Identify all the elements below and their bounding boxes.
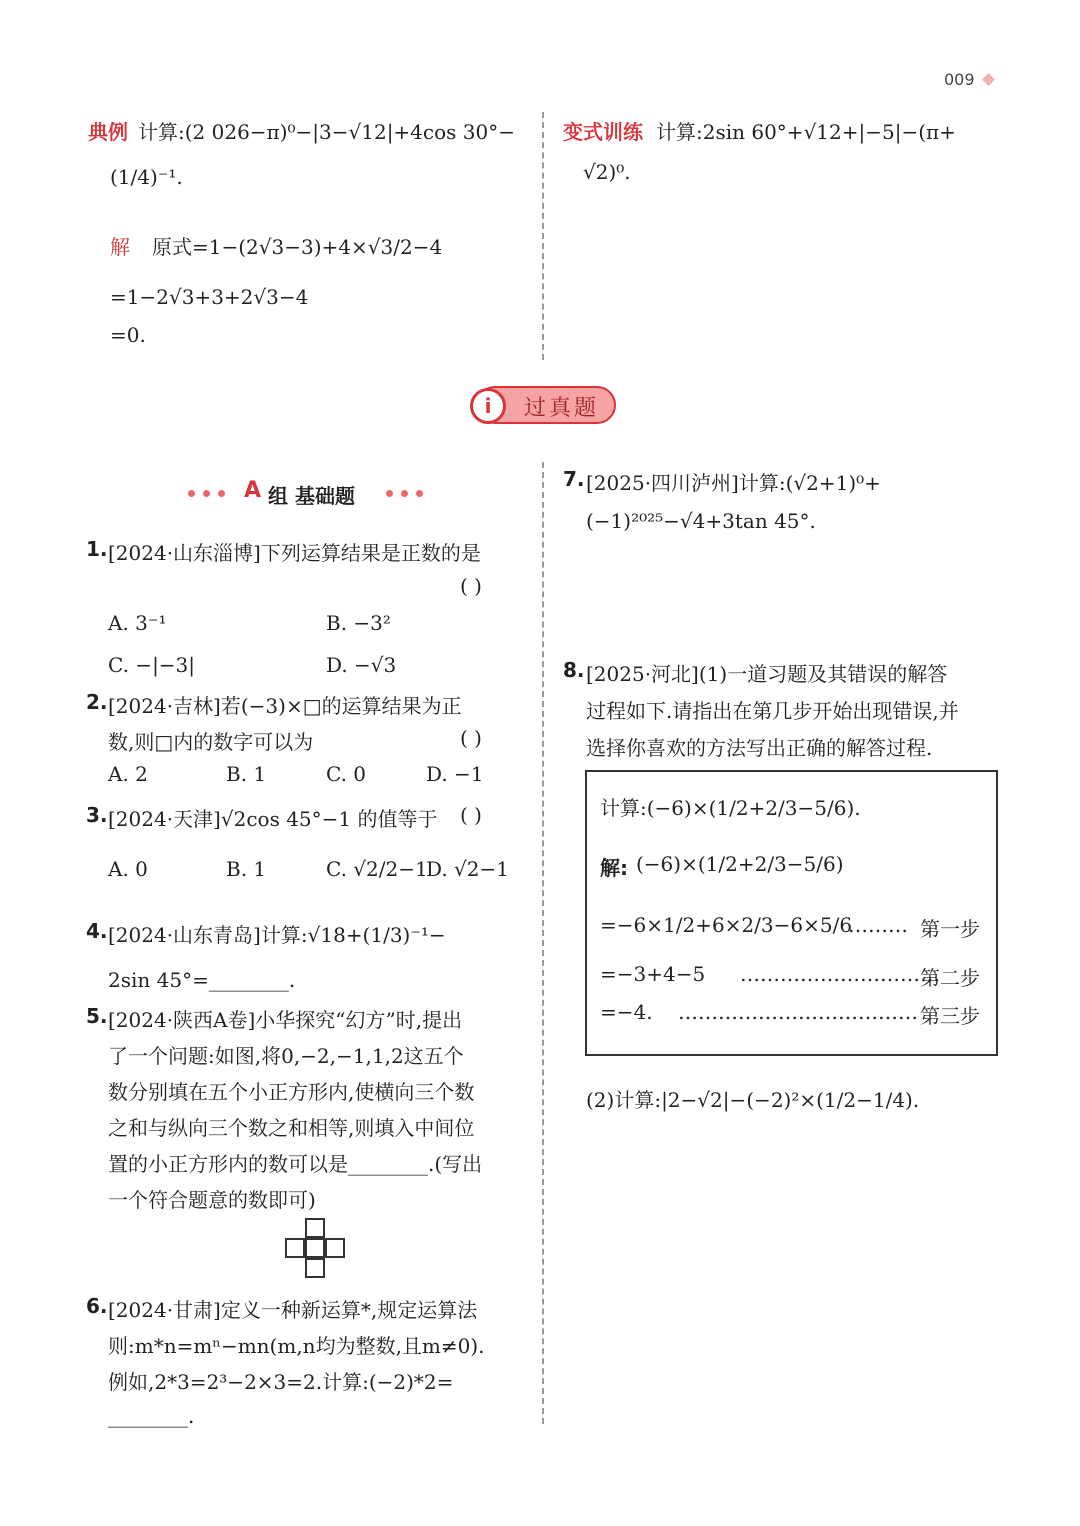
q2-option-c: C. 0 [326, 762, 367, 786]
q7-line2: (−1)²⁰²⁵−√4+3tan 45°. [586, 509, 816, 533]
group-letter: A [244, 478, 262, 503]
example-label: 典例 [88, 120, 128, 144]
q8-line2: 过程如下.请指出在第几步开始出现错误,并 [586, 699, 959, 723]
group-dot-icon [188, 490, 195, 497]
q6-number: 6. [86, 1294, 108, 1318]
group-dot-icon [386, 490, 393, 497]
variant-line2: √2)⁰. [583, 160, 631, 184]
q4-text-line1: [2024·山东青岛]计算:√18+(1/3)⁻¹− [108, 923, 446, 947]
solution-line1: 原式=1−(2√3−3)+4×√3/2−4 [152, 235, 443, 259]
q5-line3: 数分别填在五个小正方形内,使横向三个数 [108, 1080, 475, 1104]
q8-box-line3-dots: ……… [848, 913, 908, 937]
q6-line3: 例如,2*3=2³−2×3=2.计算:(−2)*2= [108, 1370, 454, 1394]
q1-option-b: B. −3² [326, 611, 391, 635]
q1-answer-paren: ( ) [460, 574, 482, 598]
q8-box-line5: =−4. [600, 1000, 653, 1024]
q8-box-step1: 第一步 [920, 917, 980, 941]
page-marker-icon [982, 73, 995, 86]
q8-line3: 选择你喜欢的方法写出正确的解答过程. [586, 736, 933, 760]
solution-line2: =1−2√3+3+2√3−4 [110, 285, 309, 309]
q2-number: 2. [86, 690, 108, 714]
info-icon: i [470, 388, 506, 424]
q2-text-line1: [2024·吉林]若(−3)×□的运算结果为正 [108, 694, 462, 718]
q8-box-line3: =−6×1/2+6×2/3−6×5/6 [600, 913, 853, 937]
q3-option-c: C. √2/2−1 [326, 857, 428, 881]
q1-number: 1. [86, 537, 108, 561]
q3-text: [2024·天津]√2cos 45°−1 的值等于 [108, 807, 438, 831]
q7-number: 7. [563, 467, 585, 491]
q8-box-solution-label: 解: [600, 856, 628, 880]
column-divider-bottom [542, 462, 544, 1424]
q8-box-line4: =−3+4−5 [600, 962, 706, 986]
magic-square-figure [285, 1218, 345, 1278]
q8-box-problem: 计算:(−6)×(1/2+2/3−5/6). [600, 796, 861, 820]
q8-box-step2: 第二步 [920, 966, 980, 990]
q8-box-line2: (−6)×(1/2+2/3−5/6) [636, 852, 844, 876]
q1-option-a: A. 3⁻¹ [108, 611, 167, 635]
q8-box-line5-dots: ……………………………… [678, 1000, 918, 1024]
q2-option-b: B. 1 [226, 762, 267, 786]
q3-option-d: D. √2−1 [426, 857, 509, 881]
figure-cell-bottom [305, 1258, 325, 1278]
q6-line1: [2024·甘肃]定义一种新运算*,规定运算法 [108, 1298, 478, 1322]
q5-line2: 了一个问题:如图,将0,−2,−1,1,2这五个 [108, 1044, 464, 1068]
example-line1: 计算:(2 026−π)⁰−|3−√12|+4cos 30°− [138, 120, 515, 144]
group-dot-icon [416, 490, 423, 497]
q2-answer-paren: ( ) [460, 726, 482, 750]
group-dot-icon [401, 490, 408, 497]
q7-line1: [2025·四川泸州]计算:(√2+1)⁰+ [586, 471, 881, 495]
q5-line5: 置的小正方形内的数可以是________.(写出 [108, 1152, 483, 1176]
q5-number: 5. [86, 1004, 108, 1028]
q4-text-line2: 2sin 45°=________. [108, 968, 296, 992]
q5-line4: 之和与纵向三个数之和相等,则填入中间位 [108, 1116, 475, 1140]
group-dot-icon [203, 490, 210, 497]
group-dot-icon [218, 490, 225, 497]
q8-box-line4-dots: ………………………… [740, 962, 940, 986]
section-title: 过真题 [524, 396, 600, 421]
figure-cell-left [285, 1238, 305, 1258]
q8-box-step3: 第三步 [920, 1004, 980, 1028]
q2-option-a: A. 2 [108, 762, 148, 786]
q6-line4: ________. [108, 1404, 195, 1428]
q3-option-a: A. 0 [108, 857, 148, 881]
q2-text-line2: 数,则□内的数字可以为 [108, 730, 314, 754]
q8-part2: (2)计算:|2−√2|−(−2)²×(1/2−1/4). [586, 1088, 920, 1112]
page-number: 009 [944, 70, 975, 89]
solution-line3: =0. [110, 323, 146, 347]
variant-label: 变式训练 [563, 120, 643, 144]
column-divider-top [542, 112, 544, 360]
q3-option-b: B. 1 [226, 857, 267, 881]
q6-line2: 则:m*n=mⁿ−mn(m,n均为整数,且m≠0). [108, 1334, 485, 1358]
q1-option-d: D. −√3 [326, 653, 397, 677]
q5-line6: 一个符合题意的数即可) [108, 1188, 316, 1212]
q3-number: 3. [86, 803, 108, 827]
q2-option-d: D. −1 [426, 762, 484, 786]
q8-line1: [2025·河北](1)一道习题及其错误的解答 [586, 662, 948, 686]
group-title: 组 基础题 [268, 484, 355, 508]
figure-cell-center [305, 1238, 325, 1258]
q5-line1: [2024·陕西A卷]小华探究“幻方”时,提出 [108, 1008, 463, 1032]
solution-label: 解 [110, 235, 130, 259]
example-line2: (1/4)⁻¹. [110, 165, 183, 189]
q1-text: [2024·山东淄博]下列运算结果是正数的是 [108, 541, 481, 565]
q1-option-c: C. −|−3| [108, 653, 196, 677]
figure-cell-right [325, 1238, 345, 1258]
q8-number: 8. [563, 658, 585, 682]
q3-answer-paren: ( ) [460, 803, 482, 827]
figure-cell-top [305, 1218, 325, 1238]
variant-line1: 计算:2sin 60°+√12+|−5|−(π+ [656, 120, 956, 144]
q4-number: 4. [86, 919, 108, 943]
